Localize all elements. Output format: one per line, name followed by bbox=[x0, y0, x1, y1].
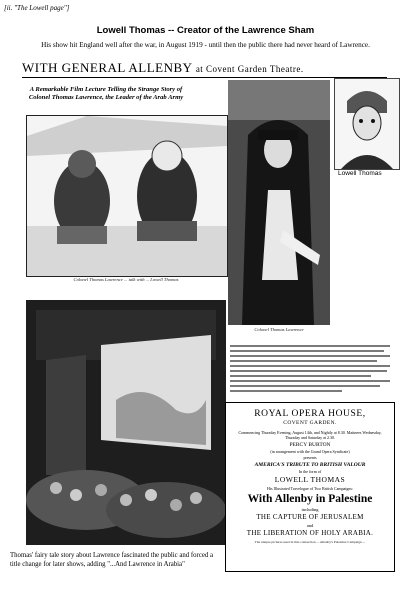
poster-presents: presents bbox=[303, 455, 317, 460]
lawrence-portrait-photo bbox=[228, 80, 330, 325]
poster-tribute: AMERICA'S TRIBUTE TO BRITISH VALOUR bbox=[254, 462, 366, 468]
royal-opera-house-poster bbox=[225, 402, 395, 572]
poster-by: In the form of bbox=[298, 469, 322, 474]
lowell-thomas-photo bbox=[334, 78, 400, 170]
bottom-caption: Thomas' fairy tale story about Lawrence fascinated the public and forced a title change for later shows, adding "...And Lawrence in Arabia" bbox=[10, 552, 225, 569]
page-headline: Lowell Thomas -- Creator of the Lawrence Sham bbox=[96, 25, 315, 36]
lowell-thomas-caption: Lowell Thomas bbox=[338, 170, 382, 177]
lawrence-portrait-caption: Colonel Thomas Lawrence bbox=[254, 327, 304, 332]
article-body-text bbox=[230, 345, 390, 400]
banner-main: WITH GENERAL ALLENBY bbox=[22, 60, 193, 75]
theatre-audience-photo bbox=[26, 300, 226, 545]
tent-scene-caption: Colonel Thomas Lawrence ... talk with ... Lowell Thomas bbox=[73, 277, 179, 282]
poster-dates: Commencing Thursday Evening, August 14th, and Nightly at 8.30. Matinees Wednesday, Thursday and Saturday at 2.30. bbox=[238, 430, 382, 440]
poster-title: ROYAL OPERA HOUSE, bbox=[254, 409, 366, 419]
poster-including: including bbox=[301, 507, 319, 512]
poster-speaker: LOWELL THOMAS bbox=[274, 475, 346, 484]
poster-headline: With Allenby in Palestine bbox=[247, 493, 373, 505]
tent-scene-photo bbox=[26, 115, 228, 277]
poster-capture: THE CAPTURE OF JERUSALEM bbox=[256, 513, 364, 521]
poster-and: and bbox=[306, 523, 314, 528]
poster-association: (in arrangement with the Grand Opera Syndicate) bbox=[270, 449, 350, 454]
poster-liberation: THE LIBERATION OF HOLY ARABIA. bbox=[246, 529, 374, 537]
poster-subtitle: COVENT GARDEN. bbox=[283, 420, 337, 426]
poster-presenter: PERCY BURTON bbox=[289, 442, 331, 448]
page-reference: [ii. "The Lowell page"] bbox=[4, 4, 70, 12]
banner-rule bbox=[22, 77, 387, 78]
poster-illustrated: His Illustrated Travelogue of Two British Campaigns: bbox=[266, 486, 354, 491]
clipping-banner bbox=[22, 60, 382, 76]
banner-tail: at Covent Garden Theatre. bbox=[195, 64, 304, 74]
poster-footnote: The unique pictures used in this connection ... Allenby's Palestine Campaign ... bbox=[254, 540, 366, 544]
clipping-blurb: A Remarkable Film Lecture Telling the Strange Story of Colonel Thomas Lawrence, the Leader of the Arab Army bbox=[28, 86, 184, 101]
page-subheadline: His show hit England well after the war, in August 1919 - until then the public there had never heard of Lawrence. bbox=[41, 41, 370, 49]
